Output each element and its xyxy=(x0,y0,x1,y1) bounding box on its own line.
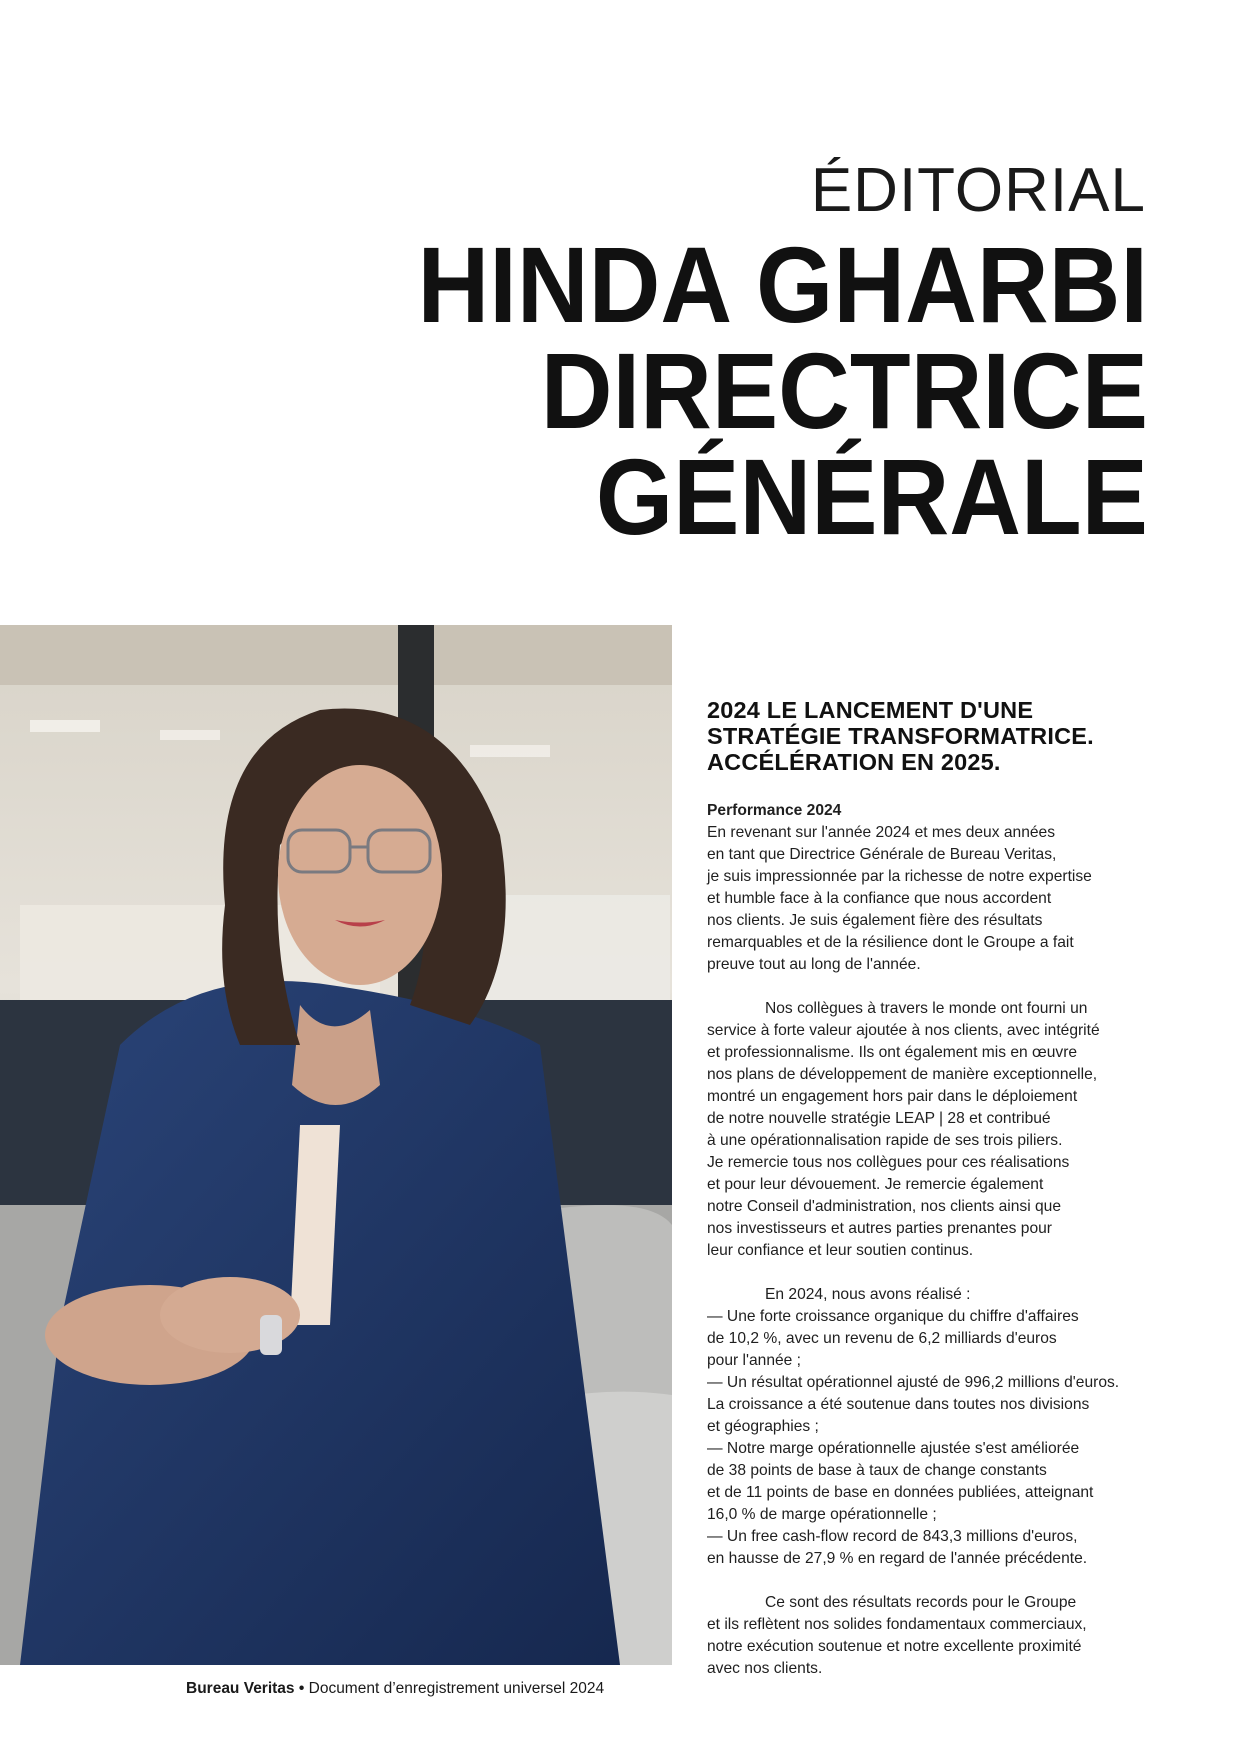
article-subtitle xyxy=(707,697,1167,775)
paragraph-text: Ce sont des résultats records pour le Groupe et ils reflètent nos solides fondamentaux commerciaux, notre exécution soutenue et notre excellente proximité avec nos clients. xyxy=(707,1594,1087,1677)
paragraph xyxy=(707,998,1167,1262)
article-column xyxy=(707,697,1167,1702)
footer-brand: Bureau Veritas xyxy=(186,1680,295,1697)
paragraph xyxy=(707,1592,1167,1680)
paragraph-text: Nos collègues à travers le monde ont fourni un service à forte valeur ajoutée à nos clients, avec intégrité et professionnalisme. Ils ont également mis en œuvre nos plans de développement de manière exceptionnelle, montré un engagement hors pair dans le déploiement de notre nouvelle stratégie LEAP | 28 et contribué à une opérationnalisation rapide de ses trois piliers. Je remercie tous nos collègues pour ces réalisations et pour leur dévouement. Je remercie également notre Conseil d'administration, nos clients ainsi que nos investisseurs et autres parties prenantes pour leur confiance et leur soutien continus. xyxy=(707,1000,1100,1259)
section-title: Performance 2024 xyxy=(707,802,842,819)
subtitle-line: 2024 LE LANCEMENT D'UNE xyxy=(707,697,1034,723)
page-title xyxy=(417,224,1148,557)
paragraph: En revenant sur l'année 2024 et mes deux années en tant que Directrice Générale de Bureau Veritas, je suis impressionnée par la richesse de notre expertise et humble face à la confiance que nous accordent nos clients. Je suis également fière des résultats remarquables et de la résilience dont le Groupe a fait preuve tout au long de l'année. xyxy=(707,824,1092,973)
paragraph-text: En 2024, nous avons réalisé : — Une forte croissance organique du chiffre d'affaires de 10,2 %, avec un revenu de 6,2 milliards d'euros pour l'année ; — Un résultat opérationnel ajusté de 996,2 millions d'euros. La croissance a été soutenue dans toutes nos divisions et géographies ; — Notre marge opérationnelle ajustée s'est améliorée de 38 points de base à taux de change constants et de 11 points de base en données publiées, atteignant 16,0 % de marge opérationnelle ; — Un free cash-flow record de 843,3 millions d'euros, en hausse de 27,9 % en regard de l'année précédente. xyxy=(707,1286,1120,1567)
paragraph xyxy=(707,1284,1167,1570)
title-line-name: HINDA GHARBI xyxy=(417,224,1148,345)
page-footer xyxy=(186,1680,604,1698)
subtitle-line: ACCÉLÉRATION EN 2025. xyxy=(707,749,1001,775)
subtitle-line: STRATÉGIE TRANSFORMATRICE. xyxy=(707,723,1094,749)
portrait-photo xyxy=(0,625,672,1665)
title-line-role-1: DIRECTRICE xyxy=(540,330,1148,451)
editorial-kicker: ÉDITORIAL xyxy=(810,156,1146,225)
footer-document: Document d’enregistrement universel 2024 xyxy=(308,1680,605,1697)
title-line-role-2: GÉNÉRALE xyxy=(595,436,1148,557)
footer-separator: • xyxy=(298,1680,305,1697)
